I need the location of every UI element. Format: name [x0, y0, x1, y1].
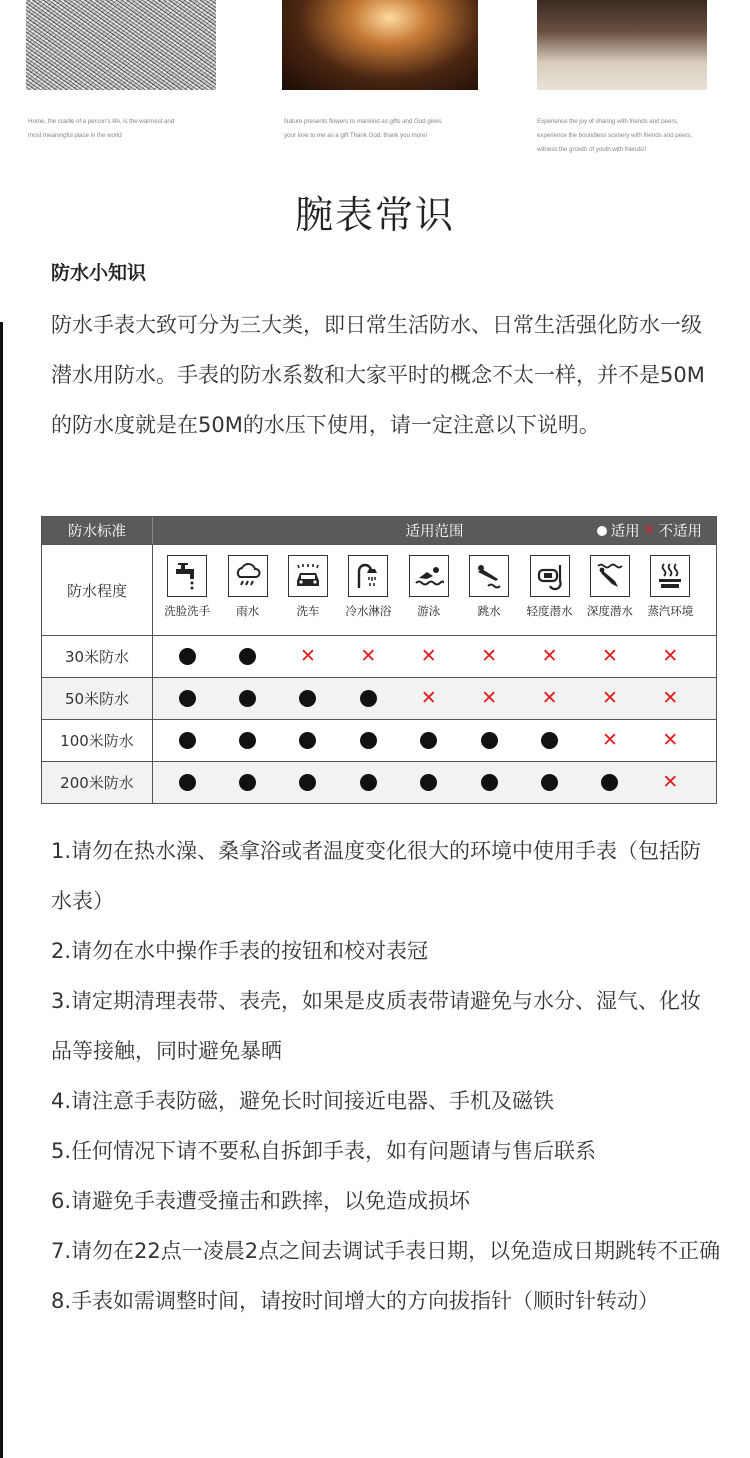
- table-cell: [157, 720, 217, 761]
- header-standard: 防水标准: [42, 517, 153, 544]
- suitable-dot-icon: [360, 690, 377, 707]
- table-cell: [459, 762, 519, 803]
- table-cell: [519, 678, 579, 719]
- activity-0: [157, 545, 217, 635]
- unsuitable-x-icon: ✕: [662, 729, 679, 751]
- suitable-dot-icon: [541, 732, 558, 749]
- caption-1: Home, the cradle of a person's life, is the warmest and most meaningful place in the world: [28, 118, 175, 139]
- swimming-icon: [409, 555, 449, 597]
- suitable-dot-icon: [299, 774, 316, 791]
- suitable-dot-icon: [481, 732, 498, 749]
- table-cell: [640, 678, 700, 719]
- faucet-icon: [167, 555, 207, 597]
- activity-label: 游泳: [417, 604, 441, 618]
- unsuitable-x-icon: ✕: [420, 645, 437, 667]
- table-cell: [338, 720, 398, 761]
- unsuitable-x-icon: ✕: [360, 645, 377, 667]
- snorkel-mask-icon: [530, 555, 570, 597]
- steam-icon: [650, 555, 690, 597]
- unsuitable-x-icon: ✕: [541, 645, 558, 667]
- table-cell: [399, 678, 459, 719]
- table-cell: [580, 762, 640, 803]
- activities-row: [42, 544, 716, 635]
- unsuitable-x-icon: ✕: [541, 687, 558, 709]
- table-cell: [217, 678, 277, 719]
- table-cell: [580, 720, 640, 761]
- activity-label: 深度潜水: [586, 604, 633, 618]
- car-wash-icon: [288, 555, 328, 597]
- table-cell: [338, 678, 398, 719]
- unsuitable-x-icon: ✕: [420, 687, 437, 709]
- suitable-dot-icon: [179, 648, 196, 665]
- note-item: 5.任何情况下请不要私自拆卸手表，如有问题请与售后联系: [51, 1139, 597, 1163]
- suitable-dot-icon: [239, 648, 256, 665]
- activity-label: 洗脸洗手: [164, 604, 211, 618]
- header-range: 适用范围: [405, 524, 464, 540]
- unsuitable-x-icon: ✕: [662, 645, 679, 667]
- table-cell: [640, 720, 700, 761]
- legend-x-icon: ✕: [643, 523, 655, 538]
- suitable-dot-icon: [420, 774, 437, 791]
- table-cell: [278, 678, 338, 719]
- table-cell: [519, 720, 579, 761]
- suitable-dot-icon: [420, 732, 437, 749]
- deep-dive-icon: [590, 555, 630, 597]
- table-cell: [278, 636, 338, 677]
- unsuitable-x-icon: ✕: [300, 645, 316, 667]
- note-item: 6.请避免手表遭受撞击和跌摔，以免造成损坏: [51, 1189, 471, 1213]
- suitable-dot-icon: [179, 774, 196, 791]
- note-item: 3.请定期清理表带、表壳，如果是皮质表带请避免与水分、湿气、化妆品等接触，同时避免暴晒: [51, 989, 702, 1063]
- caption-2: Nature presents flowers to mankind as gifts and God gives your love to me as a gift Thank God, thank you more!: [284, 118, 442, 139]
- suitable-dot-icon: [239, 732, 256, 749]
- row-cells: [153, 678, 716, 719]
- night-lights-photo: [282, 0, 478, 90]
- activity-8: [640, 545, 700, 635]
- activity-label: 雨水: [236, 604, 260, 618]
- activity-label: 跳水: [477, 604, 501, 618]
- note-item: 4.请注意手表防磁，避免长时间接近电器、手机及磁铁: [51, 1089, 555, 1113]
- row-cells: [153, 762, 716, 803]
- suitable-dot-icon: [299, 690, 316, 707]
- activity-cells: [153, 545, 716, 635]
- table-cell: [459, 636, 519, 677]
- caption-3: Experience the joy of sharing with friends and peers, experience the boundless scenery with friends and peers, witness the growth of youth with friends!!: [537, 118, 693, 153]
- table-cell: [519, 762, 579, 803]
- row-cells: [153, 720, 716, 761]
- notes-list: [51, 826, 721, 1326]
- table-cell: [640, 636, 700, 677]
- suitable-dot-icon: [481, 774, 498, 791]
- suitable-dot-icon: [360, 774, 377, 791]
- table-cell: [580, 678, 640, 719]
- intro-paragraph: 防水手表大致可分为三大类，即日常生活防水、日常生活强化防水一级潜水用防水。手表的防水系数和大家平时的概念不太一样，并不是50M的防水度就是在50M的水压下使用，请一定注意以下说明。: [51, 313, 705, 437]
- suitable-dot-icon: [299, 732, 316, 749]
- activity-5: [459, 545, 519, 635]
- degree-label: 防水程度: [42, 545, 153, 635]
- unsuitable-x-icon: ✕: [601, 687, 618, 709]
- table-cell: [399, 720, 459, 761]
- activity-label: 洗车: [296, 604, 320, 618]
- suitable-dot-icon: [239, 774, 256, 791]
- note-item: 8.手表如需调整时间，请按时间增大的方向拔指针（顺时针转动）: [51, 1289, 660, 1313]
- page-title: 腕表常识: [294, 193, 455, 237]
- suitable-dot-icon: [179, 732, 196, 749]
- activity-label: 轻度潜水: [526, 604, 573, 618]
- activity-6: [519, 545, 579, 635]
- table-cell: [217, 762, 277, 803]
- rain-cloud-icon: [228, 555, 268, 597]
- table-cell: [459, 678, 519, 719]
- table-cell: [580, 636, 640, 677]
- table-cell: [338, 636, 398, 677]
- table-row: [42, 719, 716, 761]
- note-item: 2.请勿在水中操作手表的按钮和校对表冠: [51, 939, 429, 963]
- table-cell: [338, 762, 398, 803]
- legend-ok: 适用: [610, 524, 640, 540]
- table-row: [42, 635, 716, 677]
- row-label: 30米防水: [42, 636, 153, 677]
- activity-7: [580, 545, 640, 635]
- legend-no: 不适用: [658, 524, 702, 540]
- gravel-photo: [26, 0, 216, 90]
- activity-1: [217, 545, 277, 635]
- unsuitable-x-icon: ✕: [662, 687, 679, 709]
- activity-4: [399, 545, 459, 635]
- activity-label: 蒸汽环境: [647, 604, 694, 618]
- activity-3: [338, 545, 398, 635]
- unsuitable-x-icon: ✕: [481, 645, 498, 667]
- unsuitable-x-icon: ✕: [601, 645, 618, 667]
- unsuitable-x-icon: ✕: [481, 687, 498, 709]
- row-label: 50米防水: [42, 678, 153, 719]
- note-item: 1.请勿在热水澡、桑拿浴或者温度变化很大的环境中使用手表（包括防水表）: [51, 839, 702, 913]
- table-cell: [278, 762, 338, 803]
- data-rows: [42, 635, 716, 803]
- activity-label: 冷水淋浴: [345, 604, 392, 618]
- table-row: [42, 761, 716, 803]
- table-cell: [157, 678, 217, 719]
- header-range-cell: [153, 517, 716, 544]
- table-header: [42, 517, 716, 544]
- row-label: 200米防水: [42, 762, 153, 803]
- legend: [597, 517, 702, 544]
- table-cell: [399, 636, 459, 677]
- table-cell: [157, 636, 217, 677]
- suitable-dot-icon: [601, 774, 618, 791]
- table-cell: [157, 762, 217, 803]
- suitable-dot-icon: [239, 690, 256, 707]
- waterproof-table: [41, 516, 717, 804]
- section-title: 防水小知识: [51, 262, 147, 284]
- friends-photo: [537, 0, 707, 90]
- unsuitable-x-icon: ✕: [662, 771, 679, 793]
- suitable-dot-icon: [360, 732, 377, 749]
- table-cell: [519, 636, 579, 677]
- suitable-dot-icon: [541, 774, 558, 791]
- table-cell: [217, 636, 277, 677]
- table-row: [42, 677, 716, 719]
- legend-dot-icon: [597, 526, 607, 536]
- table-cell: [217, 720, 277, 761]
- table-cell: [278, 720, 338, 761]
- note-item: 7.请勿在22点一凌晨2点之间去调试手表日期，以免造成日期跳转不正确: [51, 1239, 721, 1263]
- diving-icon: [469, 555, 509, 597]
- row-label: 100米防水: [42, 720, 153, 761]
- table-cell: [399, 762, 459, 803]
- suitable-dot-icon: [179, 690, 196, 707]
- table-cell: [459, 720, 519, 761]
- unsuitable-x-icon: ✕: [601, 729, 618, 751]
- row-cells: [153, 636, 716, 677]
- shower-icon: [348, 555, 388, 597]
- table-cell: [640, 762, 700, 803]
- left-edge-bar: [0, 322, 3, 1458]
- activity-2: [278, 545, 338, 635]
